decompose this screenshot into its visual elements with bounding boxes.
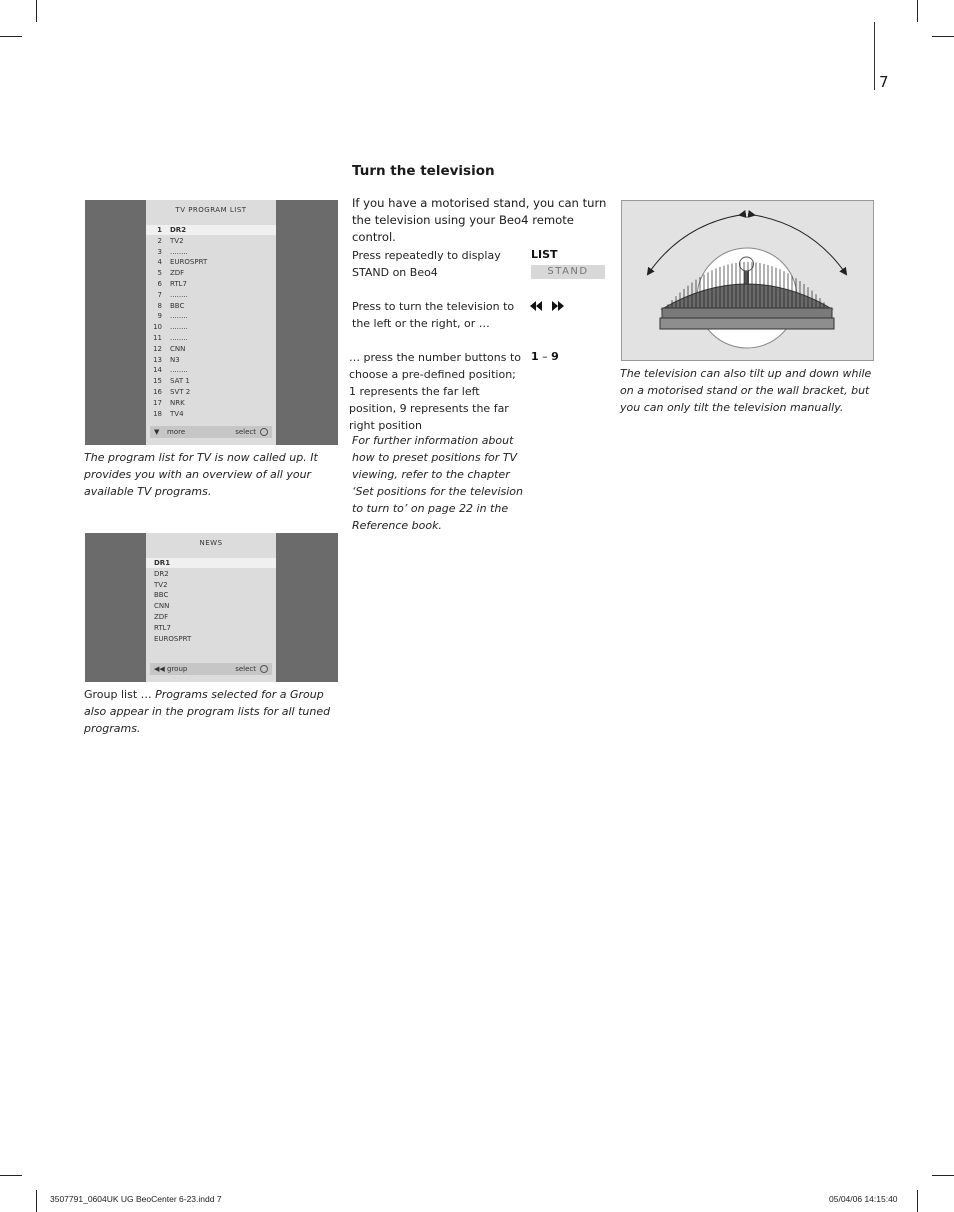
footer-file: 3507791_0604UK UG BeoCenter 6-23.indd 7 bbox=[50, 1194, 222, 1204]
program-row[interactable] bbox=[146, 236, 276, 246]
program-number: 18 bbox=[153, 409, 162, 418]
key-separator: – bbox=[542, 350, 548, 363]
select-label: select bbox=[235, 665, 256, 673]
footer-datetime: 05/04/06 14:15:40 bbox=[829, 1194, 898, 1204]
program-name: RTL7 bbox=[170, 280, 187, 288]
group-row[interactable] bbox=[146, 623, 276, 633]
group-row[interactable] bbox=[146, 612, 276, 622]
page-number: 7 bbox=[879, 73, 889, 91]
crop-mark bbox=[932, 1175, 954, 1176]
program-name: ........ bbox=[170, 323, 188, 332]
intro-text: If you have a motorised stand, you can turn the television using your Beo4 remote control. bbox=[352, 196, 607, 244]
program-row[interactable] bbox=[146, 279, 276, 289]
crop-mark bbox=[0, 1175, 22, 1176]
program-row[interactable] bbox=[146, 311, 276, 321]
group-list-screen bbox=[85, 533, 338, 682]
group-list-title: NEWS bbox=[199, 539, 223, 547]
program-name: DR1 bbox=[154, 559, 171, 567]
program-name: SVT 2 bbox=[170, 388, 191, 396]
down-arrow-icon: ▼ bbox=[154, 428, 160, 436]
program-name: SAT 1 bbox=[170, 377, 190, 386]
group-row[interactable] bbox=[146, 590, 276, 600]
program-name: ........ bbox=[170, 366, 188, 375]
program-row[interactable] bbox=[146, 301, 276, 311]
program-list-title: TV PROGRAM LIST bbox=[175, 206, 247, 214]
program-name: ........ bbox=[170, 290, 188, 299]
program-name: EUROSPRT bbox=[154, 634, 192, 643]
program-number: 8 bbox=[157, 301, 162, 310]
list-key: LIST bbox=[531, 248, 558, 261]
group-list-footer bbox=[150, 663, 272, 675]
program-row[interactable] bbox=[146, 398, 276, 408]
crop-mark bbox=[36, 0, 37, 22]
program-row[interactable] bbox=[146, 257, 276, 267]
crop-mark bbox=[36, 1190, 37, 1212]
group-row[interactable] bbox=[146, 580, 276, 590]
group-list-caption-text: Programs selected for a Group also appear in the program lists for all tuned programs. bbox=[84, 688, 331, 735]
program-name: DR2 bbox=[170, 226, 187, 234]
program-name: DR2 bbox=[154, 569, 169, 578]
program-row[interactable] bbox=[146, 322, 276, 332]
program-number: 11 bbox=[153, 334, 162, 342]
page-number-rule bbox=[874, 22, 875, 90]
program-name: BBC bbox=[170, 301, 185, 310]
number-keys bbox=[531, 350, 559, 363]
group-list-panel bbox=[146, 533, 276, 682]
program-row[interactable] bbox=[146, 247, 276, 257]
program-name: EUROSPRT bbox=[170, 258, 208, 267]
rewind-icon bbox=[530, 300, 564, 312]
program-list-panel bbox=[146, 200, 276, 445]
program-name: CNN bbox=[154, 602, 170, 611]
step-3-instruction: … press the number buttons to choose a pre-defined position; 1 represents the far left position, 9 represents the far right position bbox=[349, 351, 522, 432]
program-row[interactable] bbox=[146, 376, 276, 386]
program-number: 14 bbox=[153, 366, 162, 375]
tv-turn-illustration bbox=[621, 200, 874, 361]
program-number: 13 bbox=[153, 355, 162, 364]
section-heading: Turn the television bbox=[352, 163, 495, 179]
group-row[interactable] bbox=[146, 601, 276, 611]
program-row[interactable] bbox=[146, 355, 276, 365]
program-list-screen bbox=[85, 200, 338, 445]
group-label: group bbox=[167, 665, 188, 673]
program-name: TV4 bbox=[170, 409, 184, 418]
key-to: 9 bbox=[551, 350, 559, 363]
step-2-instruction: Press to turn the television to the left or the right, or … bbox=[352, 300, 515, 330]
program-row[interactable] bbox=[146, 409, 276, 419]
program-name: CNN bbox=[170, 344, 186, 353]
program-row[interactable] bbox=[146, 225, 276, 235]
group-row[interactable] bbox=[146, 558, 276, 568]
program-number: 4 bbox=[157, 258, 162, 267]
program-name: ZDF bbox=[154, 613, 169, 621]
program-name: ........ bbox=[170, 312, 188, 321]
program-row[interactable] bbox=[146, 387, 276, 397]
program-name: NRK bbox=[170, 398, 185, 407]
group-list-caption-lead: Group list … bbox=[84, 688, 152, 701]
program-row[interactable] bbox=[146, 290, 276, 300]
crop-mark bbox=[917, 1190, 918, 1212]
stand-display: STAND bbox=[531, 265, 605, 279]
program-number: 2 bbox=[157, 236, 162, 245]
select-label: select bbox=[235, 428, 256, 436]
crop-mark bbox=[0, 36, 22, 37]
group-list-caption bbox=[84, 686, 342, 737]
program-number: 7 bbox=[157, 290, 162, 299]
tv-stand-drawing bbox=[622, 201, 873, 360]
program-number: 1 bbox=[157, 226, 162, 234]
program-row[interactable] bbox=[146, 268, 276, 278]
step-1-instruction: Press repeatedly to display STAND on Beo4 bbox=[352, 249, 501, 279]
program-number: 6 bbox=[157, 280, 162, 288]
program-name: ........ bbox=[170, 334, 188, 342]
illustration-caption: The television can also tilt up and down while on a motorised stand or the wall bracket, but you can only tilt the television manually. bbox=[620, 367, 872, 414]
program-row[interactable] bbox=[146, 333, 276, 343]
program-number: 15 bbox=[153, 377, 162, 386]
crop-mark bbox=[917, 0, 918, 22]
program-number: 10 bbox=[153, 323, 162, 332]
program-list-footer bbox=[150, 426, 272, 438]
program-number: 9 bbox=[157, 312, 162, 321]
program-number: 12 bbox=[153, 344, 162, 353]
rewind-forward-keys bbox=[530, 300, 564, 315]
program-name: RTL7 bbox=[154, 623, 171, 632]
program-name: BBC bbox=[154, 591, 169, 600]
program-name: ........ bbox=[170, 247, 188, 256]
program-number: 16 bbox=[153, 388, 162, 396]
more-label: more bbox=[167, 428, 186, 436]
program-name: TV2 bbox=[170, 236, 184, 245]
program-row[interactable] bbox=[146, 344, 276, 354]
crop-mark bbox=[932, 36, 954, 37]
select-icon bbox=[260, 428, 268, 436]
program-number: 3 bbox=[157, 247, 162, 256]
program-name: N3 bbox=[170, 355, 180, 364]
program-name: ZDF bbox=[170, 269, 185, 278]
program-row[interactable] bbox=[146, 365, 276, 375]
key-from: 1 bbox=[531, 350, 539, 363]
program-name: TV2 bbox=[154, 580, 168, 589]
program-number: 5 bbox=[157, 269, 162, 278]
program-list-caption: The program list for TV is now called up. It provides you with an overview of all your available TV programs. bbox=[84, 451, 318, 498]
select-icon bbox=[260, 665, 268, 673]
rewind-icon: ◀◀ bbox=[154, 665, 165, 673]
reference-note: For further information about how to preset positions for TV viewing, refer to the chapter ‘Set positions for the television to turn to’ on page 22 in the Reference book. bbox=[352, 434, 523, 532]
group-row[interactable] bbox=[146, 569, 276, 579]
program-number: 17 bbox=[153, 398, 162, 407]
group-row[interactable] bbox=[146, 634, 276, 644]
